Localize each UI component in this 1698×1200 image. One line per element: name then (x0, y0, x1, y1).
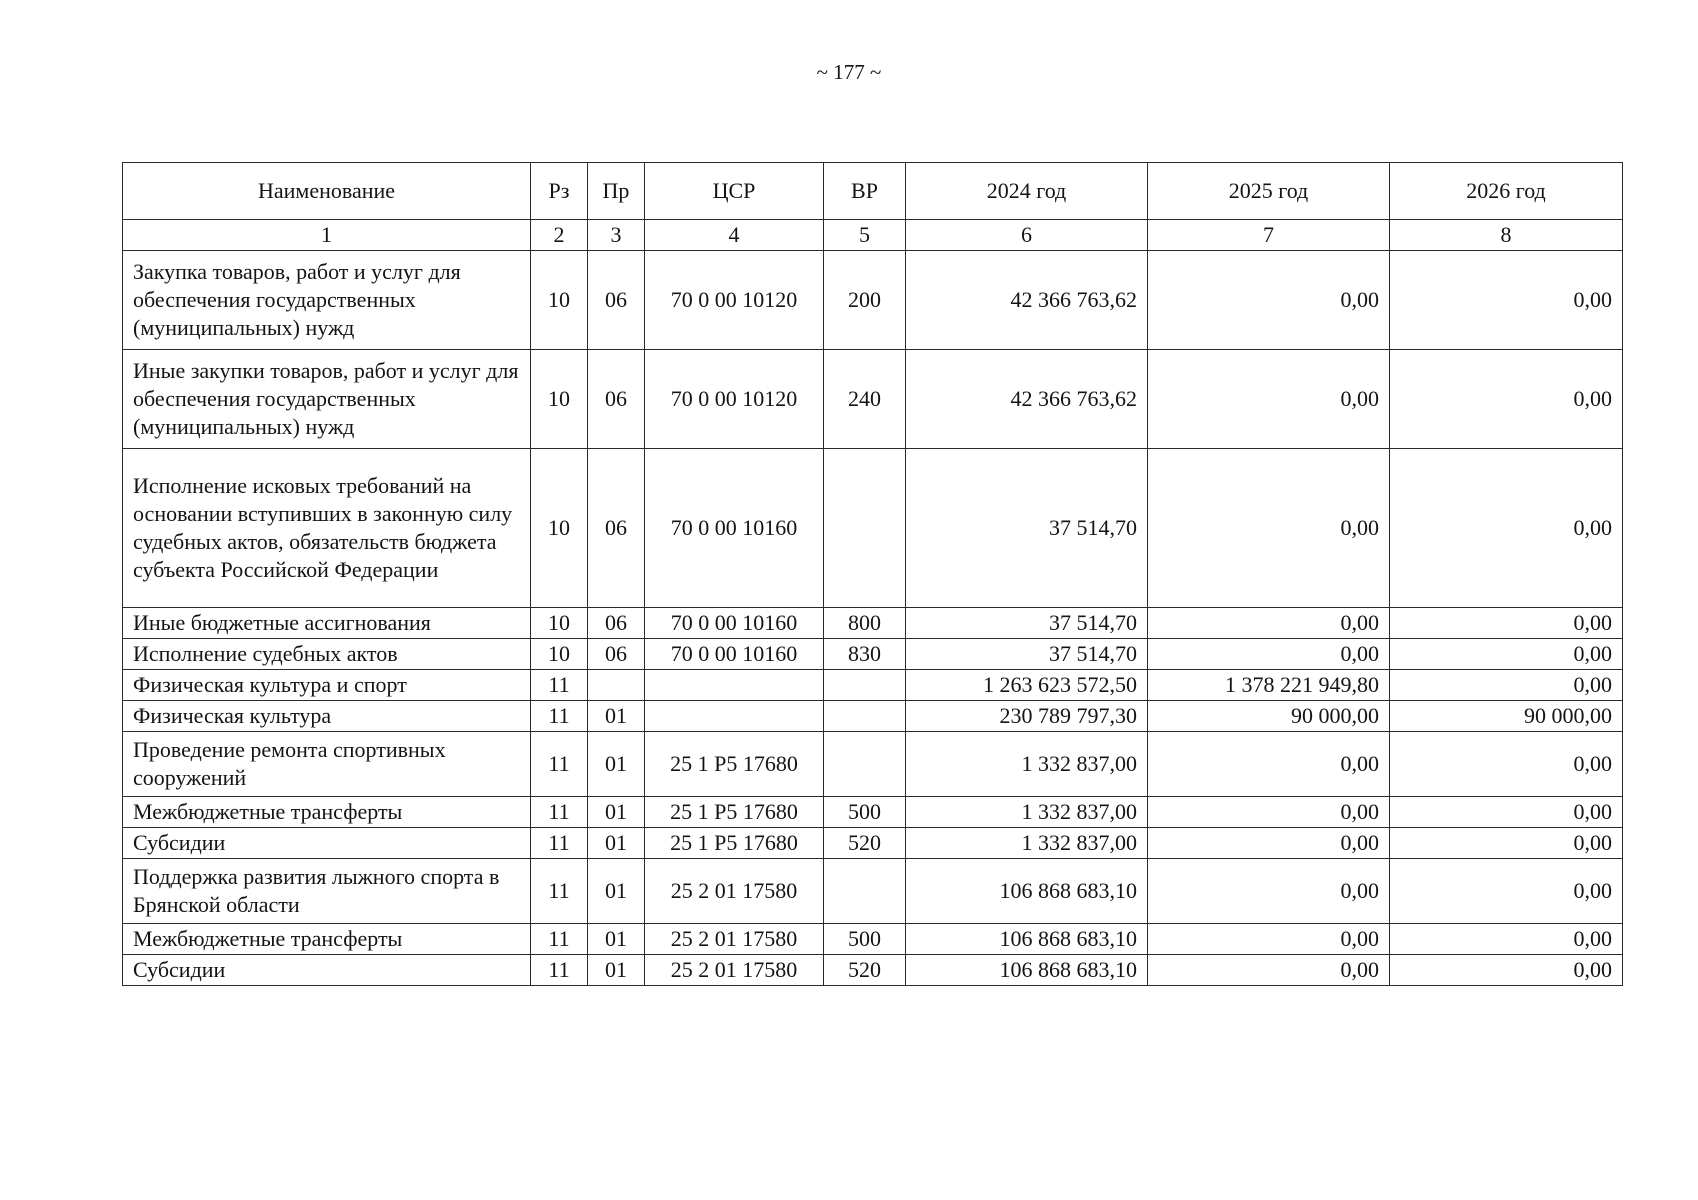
row-2026: 0,00 (1390, 608, 1623, 639)
row-2025: 0,00 (1148, 924, 1390, 955)
page-number: ~ 177 ~ (816, 60, 882, 84)
table-row (123, 859, 1623, 924)
header-csr: ЦСР (645, 163, 824, 220)
row-pr: 01 (588, 732, 645, 797)
row-2025: 0,00 (1148, 955, 1390, 986)
table-row (123, 608, 1623, 639)
row-rz: 11 (531, 924, 588, 955)
row-2025: 0,00 (1148, 608, 1390, 639)
row-2025: 0,00 (1148, 350, 1390, 449)
row-2025: 0,00 (1148, 449, 1390, 608)
row-vr: 240 (824, 350, 906, 449)
row-2025: 0,00 (1148, 797, 1390, 828)
row-2026: 90 000,00 (1390, 701, 1623, 732)
row-2024: 106 868 683,10 (906, 924, 1148, 955)
row-csr: 25 1 Р5 17680 (645, 797, 824, 828)
row-csr: 70 0 00 10120 (645, 251, 824, 350)
row-2024: 37 514,70 (906, 608, 1148, 639)
row-2025: 1 378 221 949,80 (1148, 670, 1390, 701)
row-rz: 11 (531, 859, 588, 924)
row-vr: 800 (824, 608, 906, 639)
row-2025: 0,00 (1148, 251, 1390, 350)
row-rz: 11 (531, 955, 588, 986)
row-2024: 106 868 683,10 (906, 859, 1148, 924)
header-pr: Пр (588, 163, 645, 220)
table-row (123, 251, 1623, 350)
column-number: 4 (645, 220, 824, 251)
table-row (123, 955, 1623, 986)
table-row (123, 701, 1623, 732)
row-2024: 1 332 837,00 (906, 828, 1148, 859)
row-name: Иные закупки товаров, работ и услуг для обеспечения государственных (муниципальных) нужд (123, 350, 531, 449)
row-2024: 42 366 763,62 (906, 350, 1148, 449)
row-csr: 70 0 00 10160 (645, 639, 824, 670)
table-row (123, 670, 1623, 701)
row-pr: 01 (588, 701, 645, 732)
row-pr (588, 670, 645, 701)
row-vr (824, 859, 906, 924)
row-vr: 500 (824, 797, 906, 828)
row-2026: 0,00 (1390, 797, 1623, 828)
row-vr: 500 (824, 924, 906, 955)
row-2026: 0,00 (1390, 955, 1623, 986)
header-name: Наименование (123, 163, 531, 220)
row-pr: 01 (588, 859, 645, 924)
row-pr: 06 (588, 639, 645, 670)
row-vr (824, 449, 906, 608)
row-rz: 11 (531, 828, 588, 859)
row-pr: 06 (588, 350, 645, 449)
header-2025: 2025 год (1148, 163, 1390, 220)
row-vr: 200 (824, 251, 906, 350)
table-row (123, 449, 1623, 608)
row-csr: 70 0 00 10120 (645, 350, 824, 449)
row-csr: 25 1 Р5 17680 (645, 828, 824, 859)
row-2026: 0,00 (1390, 828, 1623, 859)
row-2025: 90 000,00 (1148, 701, 1390, 732)
row-vr: 520 (824, 955, 906, 986)
row-2025: 0,00 (1148, 828, 1390, 859)
row-name: Поддержка развития лыжного спорта в Брянской области (123, 859, 531, 924)
row-name: Субсидии (123, 828, 531, 859)
table-row (123, 350, 1623, 449)
row-csr (645, 670, 824, 701)
row-2024: 1 263 623 572,50 (906, 670, 1148, 701)
row-name: Субсидии (123, 955, 531, 986)
column-number: 3 (588, 220, 645, 251)
row-2026: 0,00 (1390, 859, 1623, 924)
row-rz: 10 (531, 449, 588, 608)
row-2024: 1 332 837,00 (906, 732, 1148, 797)
row-pr: 06 (588, 449, 645, 608)
table-row (123, 639, 1623, 670)
column-number-row (123, 220, 1623, 251)
row-name: Проведение ремонта спортивных сооружений (123, 732, 531, 797)
row-name: Межбюджетные трансферты (123, 797, 531, 828)
column-number: 6 (906, 220, 1148, 251)
row-2026: 0,00 (1390, 732, 1623, 797)
row-2026: 0,00 (1390, 350, 1623, 449)
row-name: Межбюджетные трансферты (123, 924, 531, 955)
row-vr (824, 732, 906, 797)
column-number: 2 (531, 220, 588, 251)
row-csr: 70 0 00 10160 (645, 608, 824, 639)
row-2026: 0,00 (1390, 924, 1623, 955)
row-csr: 25 2 01 17580 (645, 859, 824, 924)
row-pr: 01 (588, 924, 645, 955)
row-rz: 11 (531, 701, 588, 732)
column-number: 8 (1390, 220, 1623, 251)
row-2025: 0,00 (1148, 859, 1390, 924)
column-number: 1 (123, 220, 531, 251)
header-row (123, 163, 1623, 220)
row-rz: 11 (531, 732, 588, 797)
row-2025: 0,00 (1148, 639, 1390, 670)
row-pr: 01 (588, 797, 645, 828)
row-csr: 25 2 01 17580 (645, 924, 824, 955)
row-2024: 42 366 763,62 (906, 251, 1148, 350)
row-rz: 11 (531, 670, 588, 701)
row-vr: 520 (824, 828, 906, 859)
table-row (123, 924, 1623, 955)
row-2026: 0,00 (1390, 251, 1623, 350)
row-name: Закупка товаров, работ и услуг для обеспечения государственных (муниципальных) нужд (123, 251, 531, 350)
row-2026: 0,00 (1390, 670, 1623, 701)
row-2026: 0,00 (1390, 639, 1623, 670)
row-name: Физическая культура (123, 701, 531, 732)
table-row (123, 828, 1623, 859)
header-vr: ВР (824, 163, 906, 220)
row-vr (824, 670, 906, 701)
row-2026: 0,00 (1390, 449, 1623, 608)
header-rz: Рз (531, 163, 588, 220)
row-csr: 25 1 Р5 17680 (645, 732, 824, 797)
row-vr: 830 (824, 639, 906, 670)
row-rz: 10 (531, 251, 588, 350)
row-csr (645, 701, 824, 732)
header-2026: 2026 год (1390, 163, 1623, 220)
row-csr: 70 0 00 10160 (645, 449, 824, 608)
header-2024: 2024 год (906, 163, 1148, 220)
row-2024: 230 789 797,30 (906, 701, 1148, 732)
row-2024: 37 514,70 (906, 639, 1148, 670)
row-pr: 06 (588, 608, 645, 639)
row-pr: 06 (588, 251, 645, 350)
column-number: 5 (824, 220, 906, 251)
row-rz: 11 (531, 797, 588, 828)
row-2024: 37 514,70 (906, 449, 1148, 608)
table-row (123, 732, 1623, 797)
table-row (123, 797, 1623, 828)
row-name: Физическая культура и спорт (123, 670, 531, 701)
row-rz: 10 (531, 350, 588, 449)
row-name: Иные бюджетные ассигнования (123, 608, 531, 639)
column-number: 7 (1148, 220, 1390, 251)
row-2024: 106 868 683,10 (906, 955, 1148, 986)
row-name: Исполнение исковых требований на основании вступивших в законную силу судебных актов, обязательств бюджета субъекта Российской Федерации (123, 449, 531, 608)
row-rz: 10 (531, 608, 588, 639)
row-pr: 01 (588, 828, 645, 859)
row-pr: 01 (588, 955, 645, 986)
row-2025: 0,00 (1148, 732, 1390, 797)
budget-table (122, 162, 1623, 986)
row-vr (824, 701, 906, 732)
row-csr: 25 2 01 17580 (645, 955, 824, 986)
row-2024: 1 332 837,00 (906, 797, 1148, 828)
row-name: Исполнение судебных актов (123, 639, 531, 670)
row-rz: 10 (531, 639, 588, 670)
